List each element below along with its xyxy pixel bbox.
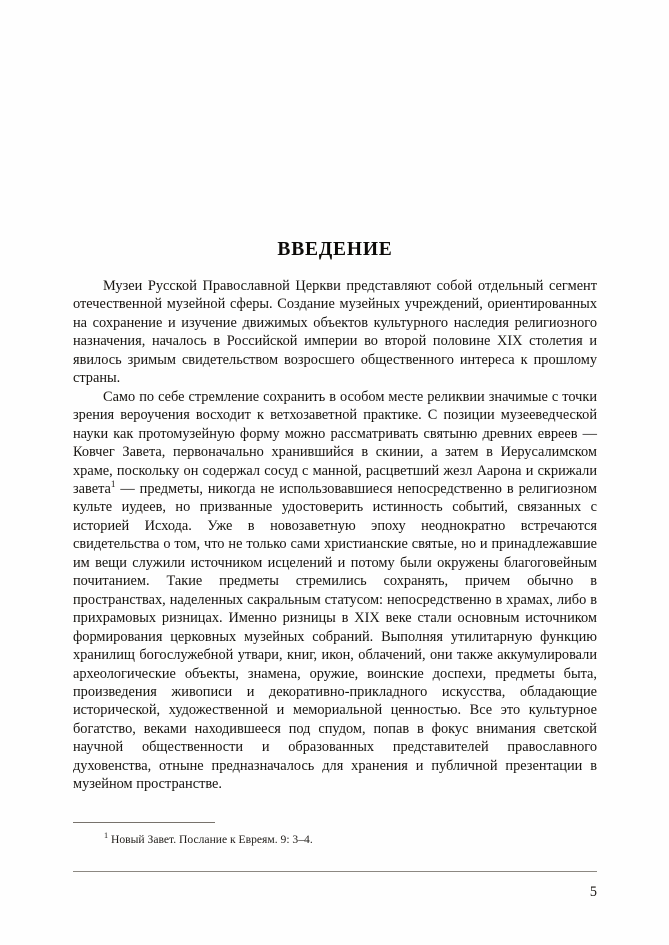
page-number: 5 (589, 884, 597, 900)
paragraph-1: Музеи Русской Православной Церкви представляют собой отдельный сегмент отечественной музейной сферы. Создание музейных учреждений, ориентированных на сохранение и изучение движимых объектов культурного наследия религиозного назначения, началось в Российской империи во второй половине XIX столетия и явилось зримым свидетельством возросшего общественного интереса к прошлому страны. (73, 278, 597, 387)
page-footer-rule (73, 871, 597, 872)
footnote (73, 832, 597, 847)
footnote-reference-marker[interactable]: 1 (110, 479, 116, 490)
paragraph-2-part-2: — предметы, никогда не использовавшиеся непосредственно в религиозном культе иудеев, но призванные удостоверить истинность событий, связанных с историей Исхода. Уже в новозаветную эпоху неоднократно встречаются свидетельства о том, что не только сами христианские святые, но и принадлежавшие им вещи служили источником исцелений и потому были окружены благоговейным почитанием. Такие предметы стремились сохранять, причем обычно в пространствах, наделенных сакральным статусом: непосредственно в храмах, либо в прихрамовых ризницах. Именно ризницы в XIX веке стали основным источником формирования церковных музейных собраний. Выполняя утилитарную функцию хранилищ богослужебной утвари, книг, икон, облачений, они также аккумулировали археологические объекты, знамена, оружие, воинские доспехи, предметы быта, произведения живописи и декоративно-прикладного искусства, обладающие исторической, художественной и мемориальной ценностью. Все это культурное богатство, веками находившееся под спудом, попав в фокус внимания светской научной общественности и образованных представителей православного духовенства, отныне предназначалось для хранения и публичной презентации в музейном пространстве. (73, 480, 597, 793)
footnote-text: Новый Завет. Послание к Евреям. 9: 3–4. (111, 833, 313, 846)
page-title: ВВЕДЕНИЕ (277, 239, 393, 261)
footnote-number: 1 (104, 831, 109, 841)
footnote-separator-rule (73, 822, 215, 823)
paragraph-2 (73, 388, 597, 794)
body-text-block (73, 277, 597, 794)
paragraph-2-part-1: Само по себе стремление сохранить в особом месте реликвии значимые с точки зрения вероучения восходит к ветхозаветной практике. С позиции музееведческой науки как протомузейную форму можно рассматривать святыню древних евреев — Ковчег Завета, первоначально хранившийся в скинии, а затем в Иерусалимском храме, поскольку он содержал сосуд с манной, расцветший жезл Аарона и скрижали завета (73, 388, 597, 497)
